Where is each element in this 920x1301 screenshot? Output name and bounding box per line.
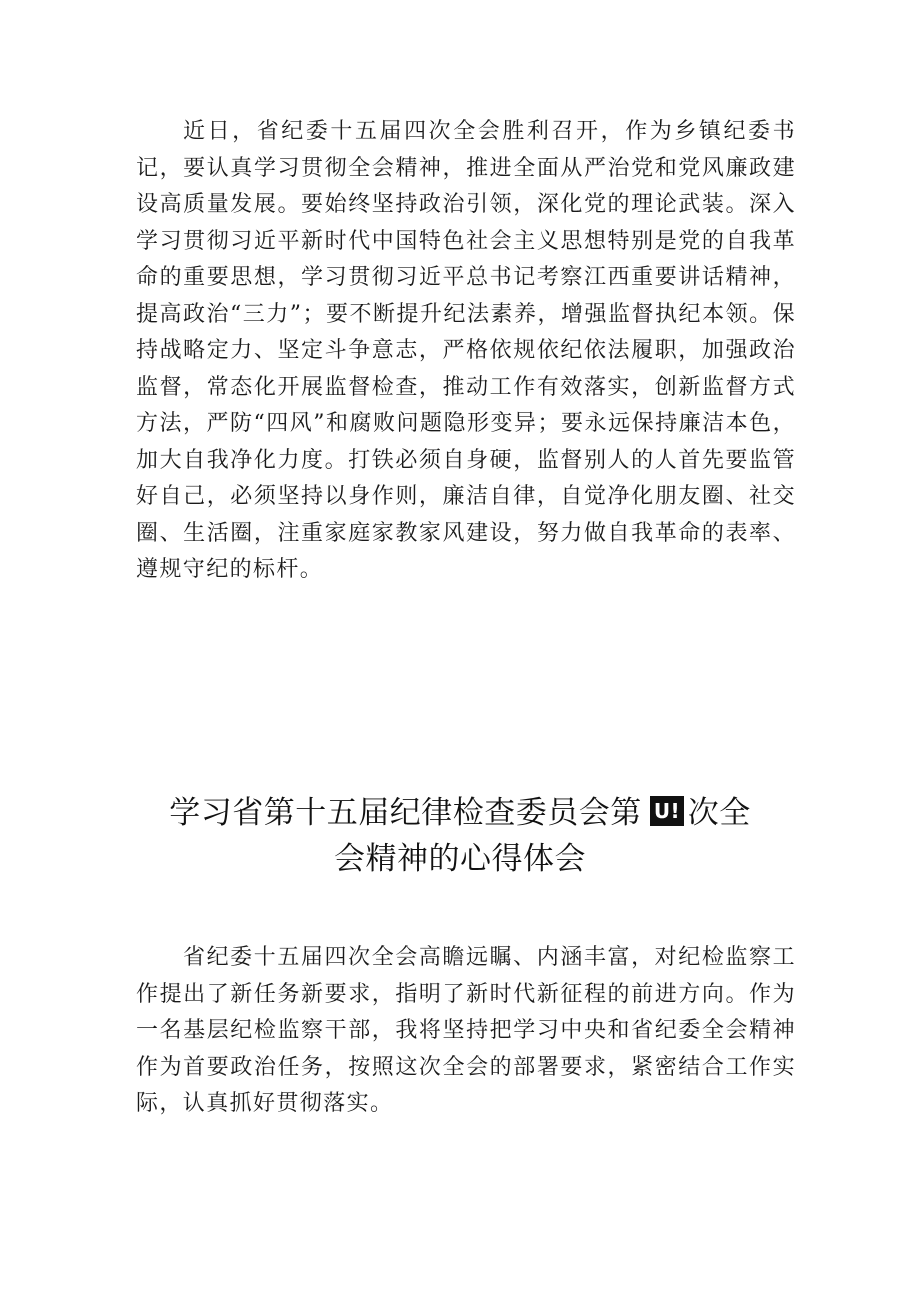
title-line-1 <box>110 790 810 836</box>
body-paragraph-2: 省纪委十五届四次全会高瞻远瞩、内涵丰富，对纪检监察工作提出了新任务新要求，指明了新时代新征程的前进方向。作为一名基层纪检监察干部，我将坚持把学习中央和省纪委全会精神作为首要政治任务，按照这次全会的部署要求，紧密结合工作实际，认真抓好贯彻落实。 <box>136 945 796 1116</box>
glyph-text: U! <box>653 799 680 823</box>
title-text-after: 次全 <box>687 795 751 831</box>
garbled-glyph-icon <box>650 796 684 826</box>
title-text-before: 学习省第十五届纪律检查委员会第 <box>169 795 642 831</box>
section-title <box>110 790 810 882</box>
title-line-2: 会精神的心得体会 <box>334 841 586 877</box>
body-paragraph-1: 近日，省纪委十五届四次全会胜利召开，作为乡镇纪委书记，要认真学习贯彻全会精神，推进全面从严治党和党风廉政建设高质量发展。要始终坚持政治引领，深化党的理论武装。深入学习贯彻习近平新时代中国特色社会主义思想特别是党的自我革命的重要思想，学习贯彻习近平总书记考察江西重要讲话精神，提高政治“三力”；要不断提升纪法素养，增强监督执纪本领。保持战略定力、坚定斗争意志，严格依规依纪依法履职，加强政治监督，常态化开展监督检查，推动工作有效落实，创新监督方式方法，严防“四风”和腐败问题隐形变异；要永远保持廉洁本色，加大自我净化力度。打铁必须自身硬，监督别人的人首先要监管好自己，必须坚持以身作则，廉洁自律，自觉净化朋友圈、社交圈、生活圈，注重家庭家教家风建设，努力做自我革命的表率、遵规守纪的标杆。 <box>136 119 796 582</box>
